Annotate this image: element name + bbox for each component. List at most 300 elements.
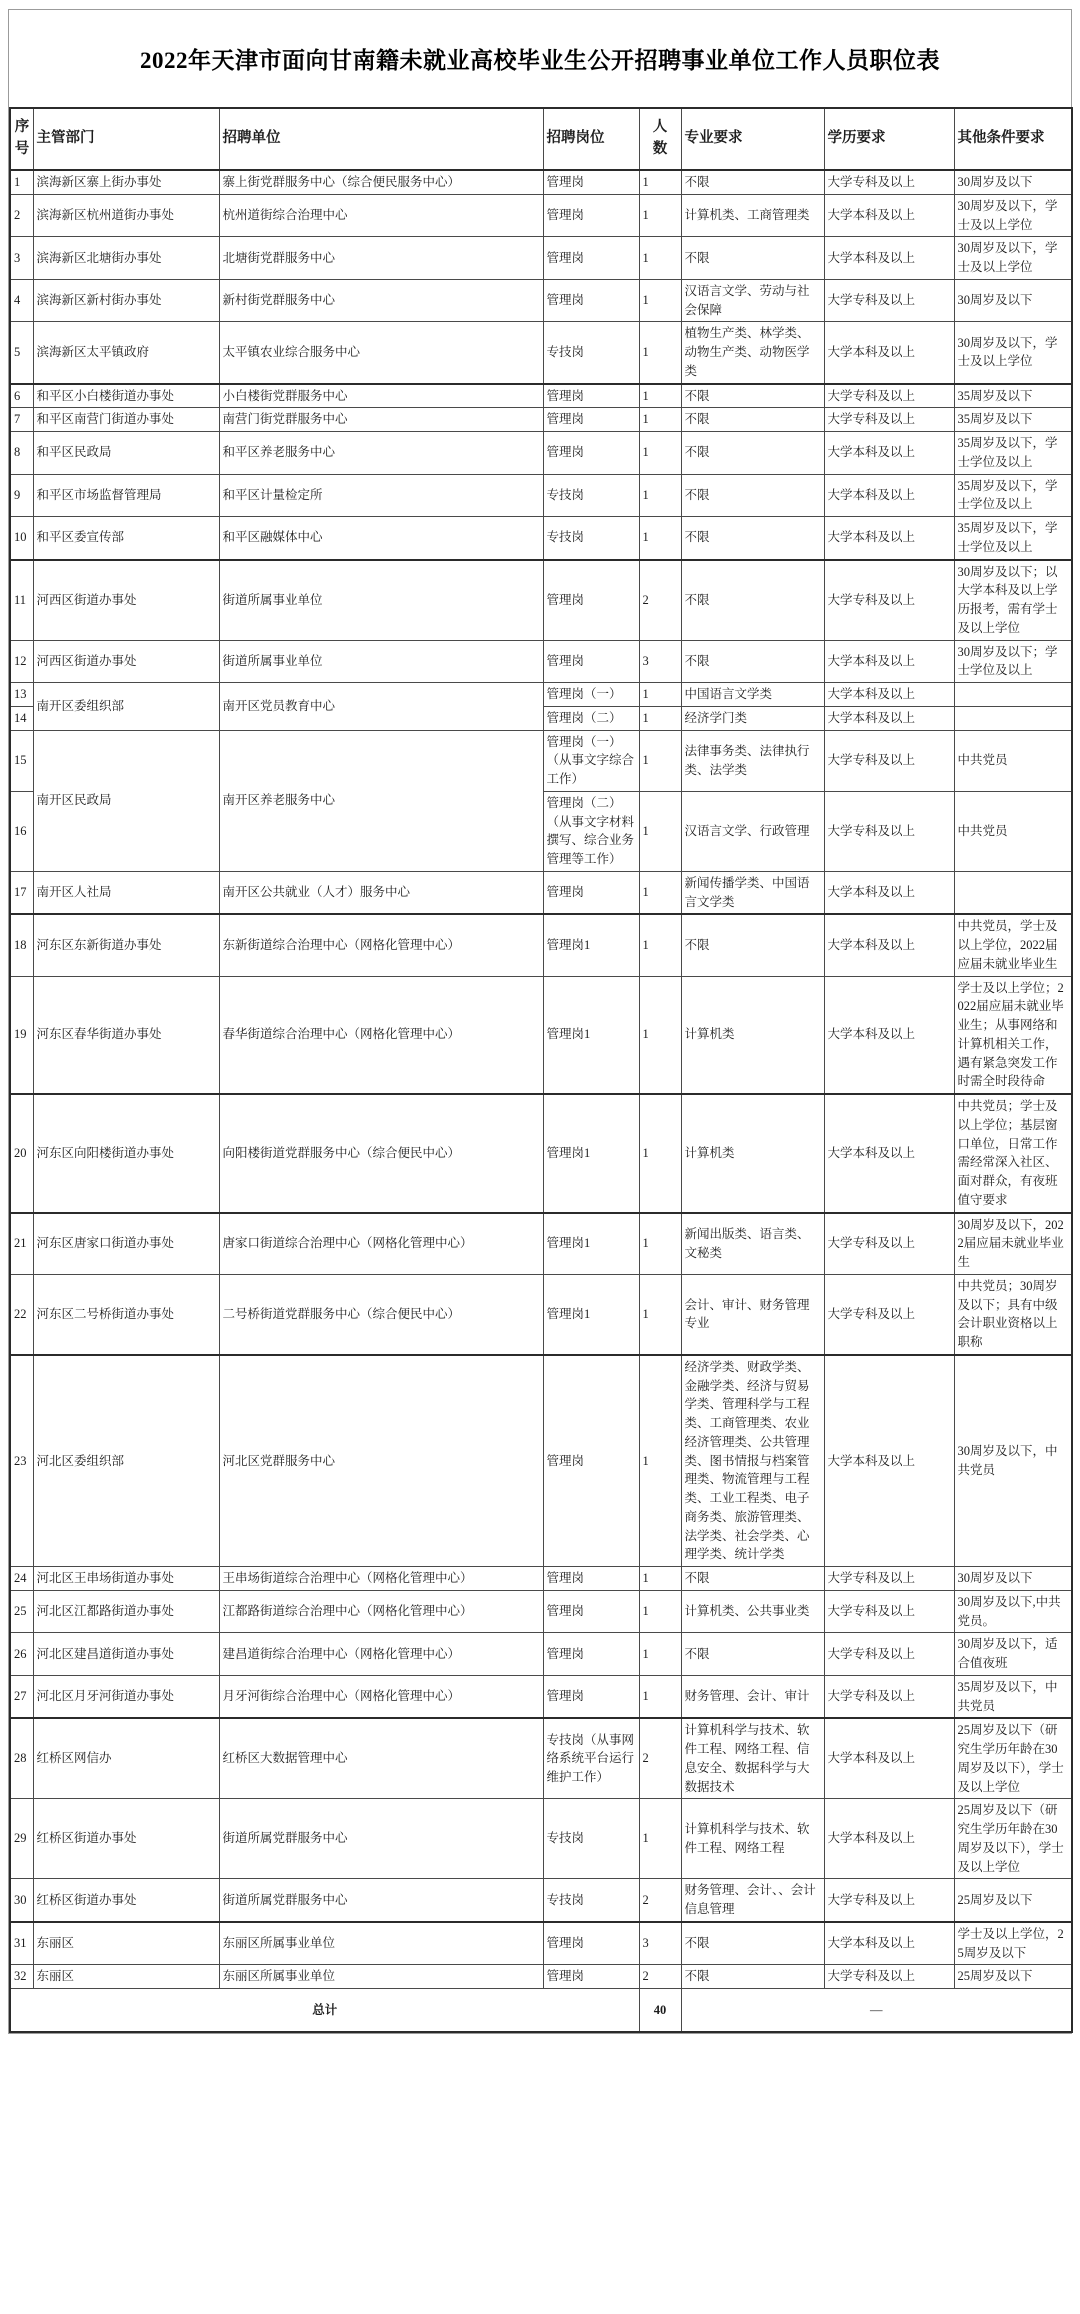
count-cell: 2 (639, 1879, 681, 1922)
conditions-cell: 30周岁及以下,中共党员。 (954, 1590, 1072, 1633)
table-row (10, 1965, 1072, 1989)
table-body (10, 170, 1072, 1989)
department-cell: 南开区民政局 (33, 730, 219, 871)
table-row (10, 1879, 1072, 1922)
header-count: 人数 (639, 108, 681, 170)
count-cell: 1 (639, 871, 681, 914)
count-cell: 3 (639, 1922, 681, 1965)
count-cell: 1 (639, 1094, 681, 1213)
table-row (10, 871, 1072, 914)
count-cell: 1 (639, 194, 681, 237)
seq-cell: 14 (10, 706, 33, 730)
table-row (10, 976, 1072, 1094)
conditions-cell: 35周岁及以下，学士学位及以上 (954, 432, 1072, 475)
count-cell: 1 (639, 1590, 681, 1633)
education-cell: 大学本科及以上 (824, 683, 954, 707)
department-cell: 红桥区网信办 (33, 1718, 219, 1799)
seq-cell: 32 (10, 1965, 33, 1989)
unit-cell: 东丽区所属事业单位 (219, 1965, 543, 1989)
education-cell: 大学专科及以上 (824, 1965, 954, 1989)
major-cell: 不限 (681, 640, 824, 683)
table-row (10, 1718, 1072, 1799)
count-cell: 1 (639, 976, 681, 1094)
major-cell: 不限 (681, 517, 824, 560)
major-cell: 不限 (681, 408, 824, 432)
seq-cell: 13 (10, 683, 33, 707)
department-cell: 河东区春华街道办事处 (33, 976, 219, 1094)
post-cell: 专技岗 (543, 1879, 639, 1922)
department-cell: 东丽区 (33, 1922, 219, 1965)
department-cell: 滨海新区杭州道街办事处 (33, 194, 219, 237)
department-cell: 河东区东新街道办事处 (33, 914, 219, 976)
count-cell: 1 (639, 408, 681, 432)
major-cell: 不限 (681, 560, 824, 641)
seq-cell: 4 (10, 279, 33, 322)
education-cell: 大学本科及以上 (824, 474, 954, 517)
total-count: 40 (639, 1989, 681, 2033)
table-row (10, 914, 1072, 976)
education-cell: 大学本科及以上 (824, 1094, 954, 1213)
conditions-cell: 30周岁及以下，适合值夜班 (954, 1633, 1072, 1676)
table-footer (10, 1989, 1072, 2033)
education-cell: 大学专科及以上 (824, 408, 954, 432)
department-cell: 东丽区 (33, 1965, 219, 1989)
header-conditions: 其他条件要求 (954, 108, 1072, 170)
seq-cell: 15 (10, 730, 33, 791)
conditions-cell: 30周岁及以下，2022届应届未就业毕业生 (954, 1213, 1072, 1275)
conditions-cell: 30周岁及以下，学士及以上学位 (954, 322, 1072, 384)
major-cell: 计算机科学与技术、软件工程、网络工程 (681, 1799, 824, 1879)
count-cell: 1 (639, 322, 681, 384)
post-cell: 管理岗 (543, 1590, 639, 1633)
seq-cell: 10 (10, 517, 33, 560)
department-cell: 滨海新区太平镇政府 (33, 322, 219, 384)
conditions-cell: 35周岁及以下，学士学位及以上 (954, 474, 1072, 517)
conditions-cell: 中共党员 (954, 730, 1072, 791)
conditions-cell: 学士及以上学位，25周岁及以下 (954, 1922, 1072, 1965)
unit-cell: 太平镇农业综合服务中心 (219, 322, 543, 384)
total-label: 总计 (10, 1989, 639, 2033)
education-cell: 大学专科及以上 (824, 279, 954, 322)
conditions-cell: 35周岁及以下 (954, 408, 1072, 432)
post-cell: 管理岗（二）（从事文字材料撰写、综合业务管理等工作） (543, 791, 639, 871)
education-cell: 大学本科及以上 (824, 194, 954, 237)
unit-cell: 东新街道综合治理中心（网格化管理中心） (219, 914, 543, 976)
conditions-cell: 35周岁及以下，中共党员 (954, 1675, 1072, 1718)
major-cell: 计算机类 (681, 1094, 824, 1213)
department-cell: 红桥区街道办事处 (33, 1879, 219, 1922)
table-row (10, 1274, 1072, 1355)
table-row (10, 1355, 1072, 1567)
post-cell: 管理岗 (543, 871, 639, 914)
count-cell: 2 (639, 560, 681, 641)
seq-cell: 19 (10, 976, 33, 1094)
unit-cell: 街道所属党群服务中心 (219, 1879, 543, 1922)
table-row (10, 1675, 1072, 1718)
table-row (10, 384, 1072, 408)
total-dash: — (681, 1989, 1072, 2033)
table-row (10, 194, 1072, 237)
header-education: 学历要求 (824, 108, 954, 170)
count-cell: 1 (639, 730, 681, 791)
seq-cell: 26 (10, 1633, 33, 1676)
unit-cell: 街道所属党群服务中心 (219, 1799, 543, 1879)
education-cell: 大学专科及以上 (824, 1633, 954, 1676)
conditions-cell: 25周岁及以下 (954, 1879, 1072, 1922)
total-row (10, 1989, 1072, 2033)
department-cell: 河西区街道办事处 (33, 640, 219, 683)
education-cell: 大学专科及以上 (824, 1675, 954, 1718)
seq-cell: 17 (10, 871, 33, 914)
unit-cell: 杭州道街综合治理中心 (219, 194, 543, 237)
major-cell: 计算机类、公共事业类 (681, 1590, 824, 1633)
table-row (10, 1094, 1072, 1213)
count-cell: 1 (639, 1633, 681, 1676)
unit-cell: 唐家口街道综合治理中心（网格化管理中心） (219, 1213, 543, 1275)
count-cell: 1 (639, 170, 681, 194)
conditions-cell: 25周岁及以下 (954, 1965, 1072, 1989)
page-title: 2022年天津市面向甘南籍未就业高校毕业生公开招聘事业单位工作人员职位表 (140, 48, 940, 73)
count-cell: 1 (639, 279, 681, 322)
education-cell: 大学本科及以上 (824, 322, 954, 384)
table-row (10, 730, 1072, 791)
seq-cell: 18 (10, 914, 33, 976)
conditions-cell: 30周岁及以下，中共党员 (954, 1355, 1072, 1567)
count-cell: 1 (639, 1355, 681, 1567)
major-cell: 经济学类、财政学类、金融学类、经济与贸易学类、管理科学与工程类、工商管理类、农业经济管理类、公共管理类、图书情报与档案管理类、物流管理与工程类、工业工程类、电子商务类、旅游管理类、法学类、社会学类、心理学类、统计学类 (681, 1355, 824, 1567)
unit-cell: 建昌道街综合治理中心（网格化管理中心） (219, 1633, 543, 1676)
education-cell: 大学本科及以上 (824, 976, 954, 1094)
education-cell: 大学本科及以上 (824, 517, 954, 560)
post-cell: 管理岗 (543, 640, 639, 683)
conditions-cell: 中共党员；30周岁及以下；具有中级会计职业资格以上职称 (954, 1274, 1072, 1355)
table-row (10, 1590, 1072, 1633)
post-cell: 管理岗1 (543, 1213, 639, 1275)
conditions-cell (954, 683, 1072, 707)
unit-cell: 南开区公共就业（人才）服务中心 (219, 871, 543, 914)
header-department: 主管部门 (33, 108, 219, 170)
table-row (10, 683, 1072, 707)
count-cell: 1 (639, 1213, 681, 1275)
unit-cell: 春华街道综合治理中心（网格化管理中心） (219, 976, 543, 1094)
table-row (10, 322, 1072, 384)
education-cell: 大学专科及以上 (824, 730, 954, 791)
count-cell: 1 (639, 517, 681, 560)
unit-cell: 小白楼街党群服务中心 (219, 384, 543, 408)
major-cell: 汉语言文学、行政管理 (681, 791, 824, 871)
conditions-cell: 25周岁及以下（研究生学历年龄在30周岁及以下），学士及以上学位 (954, 1799, 1072, 1879)
department-cell: 河北区江都路街道办事处 (33, 1590, 219, 1633)
major-cell: 不限 (681, 237, 824, 280)
conditions-cell: 30周岁及以下，学士及以上学位 (954, 237, 1072, 280)
unit-cell: 红桥区大数据管理中心 (219, 1718, 543, 1799)
department-cell: 河北区委组织部 (33, 1355, 219, 1567)
seq-cell: 5 (10, 322, 33, 384)
conditions-cell: 35周岁及以下 (954, 384, 1072, 408)
post-cell: 管理岗 (543, 194, 639, 237)
header-seq: 序号 (10, 108, 33, 170)
education-cell: 大学本科及以上 (824, 914, 954, 976)
education-cell: 大学专科及以上 (824, 170, 954, 194)
post-cell: 管理岗 (543, 1922, 639, 1965)
post-cell: 管理岗1 (543, 1094, 639, 1213)
positions-table (9, 107, 1073, 2033)
major-cell: 财务管理、会计、审计 (681, 1675, 824, 1718)
seq-cell: 7 (10, 408, 33, 432)
post-cell: 管理岗1 (543, 976, 639, 1094)
post-cell: 专技岗 (543, 322, 639, 384)
department-cell: 红桥区街道办事处 (33, 1799, 219, 1879)
seq-cell: 31 (10, 1922, 33, 1965)
count-cell: 1 (639, 706, 681, 730)
post-cell: 管理岗 (543, 279, 639, 322)
post-cell: 管理岗 (543, 170, 639, 194)
major-cell: 不限 (681, 914, 824, 976)
department-cell: 河东区向阳楼街道办事处 (33, 1094, 219, 1213)
department-cell: 南开区人社局 (33, 871, 219, 914)
post-cell: 管理岗 (543, 1567, 639, 1591)
major-cell: 经济学门类 (681, 706, 824, 730)
education-cell: 大学专科及以上 (824, 1274, 954, 1355)
seq-cell: 25 (10, 1590, 33, 1633)
major-cell: 中国语言文学类 (681, 683, 824, 707)
count-cell: 1 (639, 914, 681, 976)
conditions-cell: 30周岁及以下，学士及以上学位 (954, 194, 1072, 237)
post-cell: 管理岗 (543, 432, 639, 475)
major-cell: 不限 (681, 432, 824, 475)
table-row (10, 1633, 1072, 1676)
conditions-cell: 30周岁及以下 (954, 1567, 1072, 1591)
major-cell: 不限 (681, 474, 824, 517)
post-cell: 管理岗 (543, 237, 639, 280)
header-post: 招聘岗位 (543, 108, 639, 170)
department-cell: 和平区市场监督管理局 (33, 474, 219, 517)
major-cell: 植物生产类、林学类、动物生产类、动物医学类 (681, 322, 824, 384)
post-cell: 管理岗 (543, 1965, 639, 1989)
table-row (10, 640, 1072, 683)
conditions-cell (954, 871, 1072, 914)
post-cell: 管理岗 (543, 1355, 639, 1567)
education-cell: 大学本科及以上 (824, 1799, 954, 1879)
post-cell: 专技岗 (543, 474, 639, 517)
major-cell: 计算机类、工商管理类 (681, 194, 824, 237)
unit-cell: 街道所属事业单位 (219, 640, 543, 683)
conditions-cell: 35周岁及以下，学士学位及以上 (954, 517, 1072, 560)
conditions-cell: 30周岁及以下 (954, 170, 1072, 194)
unit-cell: 江都路街道综合治理中心（网格化管理中心） (219, 1590, 543, 1633)
education-cell: 大学本科及以上 (824, 1355, 954, 1567)
seq-cell: 11 (10, 560, 33, 641)
major-cell: 不限 (681, 170, 824, 194)
major-cell: 计算机科学与技术、软件工程、网络工程、信息安全、数据科学与大数据技术 (681, 1718, 824, 1799)
major-cell: 不限 (681, 384, 824, 408)
department-cell: 和平区委宣传部 (33, 517, 219, 560)
count-cell: 1 (639, 683, 681, 707)
education-cell: 大学专科及以上 (824, 560, 954, 641)
seq-cell: 6 (10, 384, 33, 408)
table-row (10, 279, 1072, 322)
conditions-cell (954, 706, 1072, 730)
unit-cell: 和平区融媒体中心 (219, 517, 543, 560)
post-cell: 管理岗（二） (543, 706, 639, 730)
seq-cell: 27 (10, 1675, 33, 1718)
department-cell: 河北区建昌道街道办事处 (33, 1633, 219, 1676)
seq-cell: 8 (10, 432, 33, 475)
unit-cell: 和平区养老服务中心 (219, 432, 543, 475)
seq-cell: 20 (10, 1094, 33, 1213)
table-row (10, 408, 1072, 432)
header-unit: 招聘单位 (219, 108, 543, 170)
conditions-cell: 30周岁及以下 (954, 279, 1072, 322)
major-cell: 不限 (681, 1922, 824, 1965)
post-cell: 管理岗1 (543, 1274, 639, 1355)
seq-cell: 9 (10, 474, 33, 517)
count-cell: 1 (639, 1567, 681, 1591)
education-cell: 大学专科及以上 (824, 791, 954, 871)
unit-cell: 王串场街道综合治理中心（网格化管理中心） (219, 1567, 543, 1591)
count-cell: 1 (639, 237, 681, 280)
table-row (10, 560, 1072, 641)
table-row (10, 517, 1072, 560)
education-cell: 大学专科及以上 (824, 1590, 954, 1633)
education-cell: 大学本科及以上 (824, 432, 954, 475)
seq-cell: 28 (10, 1718, 33, 1799)
education-cell: 大学专科及以上 (824, 1213, 954, 1275)
education-cell: 大学专科及以上 (824, 384, 954, 408)
unit-cell: 寨上街党群服务中心（综合便民服务中心） (219, 170, 543, 194)
education-cell: 大学本科及以上 (824, 1922, 954, 1965)
count-cell: 2 (639, 1718, 681, 1799)
count-cell: 1 (639, 474, 681, 517)
education-cell: 大学专科及以上 (824, 1879, 954, 1922)
seq-cell: 3 (10, 237, 33, 280)
major-cell: 新闻出版类、语言类、文秘类 (681, 1213, 824, 1275)
department-cell: 和平区南营门街道办事处 (33, 408, 219, 432)
table-row (10, 1213, 1072, 1275)
major-cell: 计算机类 (681, 976, 824, 1094)
department-cell: 河西区街道办事处 (33, 560, 219, 641)
table-row (10, 432, 1072, 475)
unit-cell: 北塘街党群服务中心 (219, 237, 543, 280)
department-cell: 和平区小白楼街道办事处 (33, 384, 219, 408)
major-cell: 财务管理、会计、、会计信息管理 (681, 1879, 824, 1922)
unit-cell: 街道所属事业单位 (219, 560, 543, 641)
count-cell: 1 (639, 384, 681, 408)
department-cell: 和平区民政局 (33, 432, 219, 475)
department-cell: 河东区二号桥街道办事处 (33, 1274, 219, 1355)
seq-cell: 16 (10, 791, 33, 871)
header-row (10, 108, 1072, 170)
major-cell: 不限 (681, 1965, 824, 1989)
conditions-cell: 中共党员，学士及以上学位，2022届应届未就业毕业生 (954, 914, 1072, 976)
unit-cell: 向阳楼街道党群服务中心（综合便民中心） (219, 1094, 543, 1213)
major-cell: 汉语言文学、劳动与社会保障 (681, 279, 824, 322)
education-cell: 大学本科及以上 (824, 871, 954, 914)
post-cell: 专技岗（从事网络系统平台运行维护工作） (543, 1718, 639, 1799)
count-cell: 3 (639, 640, 681, 683)
conditions-cell: 中共党员 (954, 791, 1072, 871)
seq-cell: 22 (10, 1274, 33, 1355)
table-row (10, 237, 1072, 280)
education-cell: 大学本科及以上 (824, 706, 954, 730)
department-cell: 河东区唐家口街道办事处 (33, 1213, 219, 1275)
department-cell: 南开区委组织部 (33, 683, 219, 731)
post-cell: 管理岗 (543, 1633, 639, 1676)
education-cell: 大学本科及以上 (824, 1718, 954, 1799)
major-cell: 不限 (681, 1567, 824, 1591)
unit-cell: 南开区养老服务中心 (219, 730, 543, 871)
unit-cell: 月牙河街综合治理中心（网格化管理中心） (219, 1675, 543, 1718)
department-cell: 滨海新区寨上街办事处 (33, 170, 219, 194)
education-cell: 大学专科及以上 (824, 1567, 954, 1591)
post-cell: 管理岗1 (543, 914, 639, 976)
count-cell: 1 (639, 791, 681, 871)
count-cell: 1 (639, 432, 681, 475)
major-cell: 新闻传播学类、中国语言文学类 (681, 871, 824, 914)
education-cell: 大学本科及以上 (824, 640, 954, 683)
post-cell: 管理岗 (543, 560, 639, 641)
conditions-cell: 30周岁及以下；以大学本科及以上学历报考，需有学士及以上学位 (954, 560, 1072, 641)
education-cell: 大学本科及以上 (824, 237, 954, 280)
major-cell: 不限 (681, 1633, 824, 1676)
conditions-cell: 中共党员；学士及以上学位；基层窗口单位，日常工作需经常深入社区、面对群众，有夜班值守要求 (954, 1094, 1072, 1213)
unit-cell: 河北区党群服务中心 (219, 1355, 543, 1567)
count-cell: 1 (639, 1799, 681, 1879)
department-cell: 滨海新区新村街办事处 (33, 279, 219, 322)
seq-cell: 24 (10, 1567, 33, 1591)
major-cell: 会计、审计、财务管理专业 (681, 1274, 824, 1355)
table-row (10, 170, 1072, 194)
unit-cell: 南开区党员教育中心 (219, 683, 543, 731)
post-cell: 管理岗 (543, 408, 639, 432)
seq-cell: 21 (10, 1213, 33, 1275)
conditions-cell: 25周岁及以下（研究生学历年龄在30周岁及以下），学士及以上学位 (954, 1718, 1072, 1799)
unit-cell: 新村街党群服务中心 (219, 279, 543, 322)
unit-cell: 和平区计量检定所 (219, 474, 543, 517)
table-row (10, 474, 1072, 517)
count-cell: 1 (639, 1675, 681, 1718)
count-cell: 1 (639, 1274, 681, 1355)
department-cell: 滨海新区北塘街办事处 (33, 237, 219, 280)
table-row (10, 1799, 1072, 1879)
count-cell: 2 (639, 1965, 681, 1989)
table-header (10, 108, 1072, 170)
conditions-cell: 学士及以上学位；2022届应届未就业毕业生；从事网络和计算机相关工作，遇有紧急突发工作时需全时段待命 (954, 976, 1072, 1094)
seq-cell: 23 (10, 1355, 33, 1567)
major-cell: 法律事务类、法律执行类、法学类 (681, 730, 824, 791)
department-cell: 河北区王串场街道办事处 (33, 1567, 219, 1591)
page-frame (8, 9, 1072, 2034)
table-row (10, 1922, 1072, 1965)
unit-cell: 二号桥街道党群服务中心（综合便民中心） (219, 1274, 543, 1355)
department-cell: 河北区月牙河街道办事处 (33, 1675, 219, 1718)
post-cell: 管理岗（一） (543, 683, 639, 707)
conditions-cell: 30周岁及以下；学士学位及以上 (954, 640, 1072, 683)
seq-cell: 29 (10, 1799, 33, 1879)
seq-cell: 30 (10, 1879, 33, 1922)
post-cell: 专技岗 (543, 1799, 639, 1879)
table-row (10, 1567, 1072, 1591)
post-cell: 管理岗 (543, 1675, 639, 1718)
header-major: 专业要求 (681, 108, 824, 170)
seq-cell: 1 (10, 170, 33, 194)
unit-cell: 东丽区所属事业单位 (219, 1922, 543, 1965)
post-cell: 管理岗 (543, 384, 639, 408)
unit-cell: 南营门街党群服务中心 (219, 408, 543, 432)
seq-cell: 12 (10, 640, 33, 683)
post-cell: 管理岗（一）（从事文字综合工作） (543, 730, 639, 791)
post-cell: 专技岗 (543, 517, 639, 560)
